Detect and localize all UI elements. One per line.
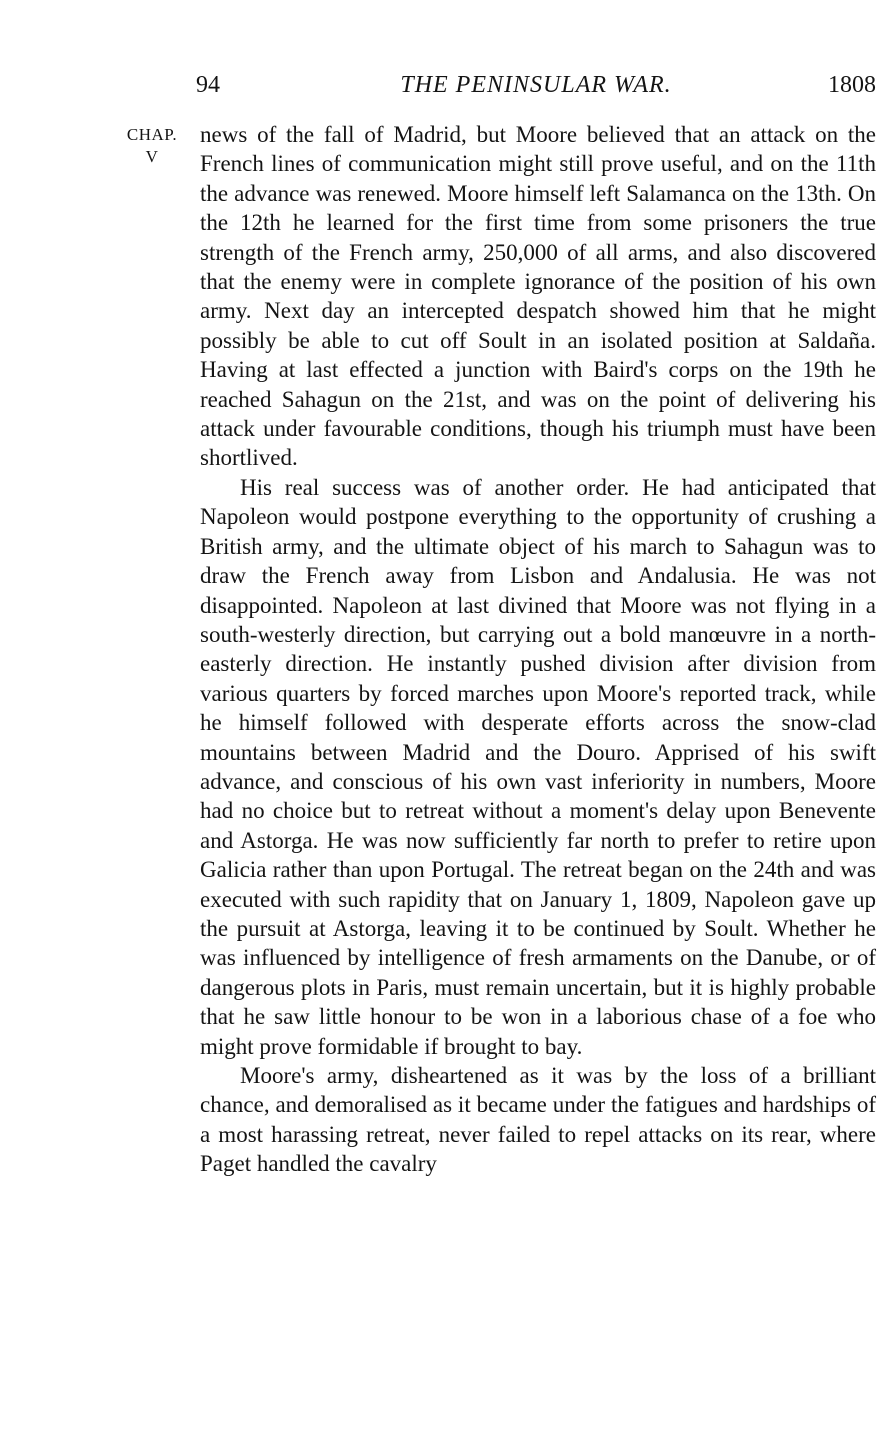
chapter-label: CHAP.: [126, 125, 178, 144]
header-year: 1808: [828, 72, 876, 98]
running-title: THE PENINSULAR WAR.: [400, 72, 672, 98]
page-number: 94: [196, 72, 220, 98]
page-header: [196, 72, 876, 106]
paragraph-1: news of the fall of Madrid, but Moore believed that an attack on the French lines of communication might still prove useful, and on the 11th the advance was renewed. Moore himself left Salamanca on the 13th. On the 12th he learned for the first time from some prisoners the true strength of the French army, 250,000 of all arms, and also discovered that the enemy were in complete ignorance of the position of his own army. Next day an intercepted despatch showed him that he might possibly be able to cut off Soult in an isolated position at Saldaña. Having at last effected a junction with Baird's corps on the 19th he reached Sahagun on the 21st, and was on the point of delivering his attack under favourable conditions, though his triumph must have been shortlived.: [200, 122, 876, 471]
body-text: [200, 120, 876, 1179]
chapter-marginal-label: [116, 124, 188, 168]
paragraph-2: His real success was of another order. He had anticipated that Napoleon would postpone everything to the opportunity of crushing a British army, and the ultimate object of his march to Sahagun was to draw the French away from Lisbon and Andalusia. He was not disappointed. Napoleon at last divined that Moore was not flying in a south-westerly direction, but carrying out a bold manœuvre in a north-easterly direction. He instantly pushed division after division from various quarters by forced marches upon Moore's reported track, while he himself followed with desperate efforts across the snow-clad mountains between Madrid and the Douro. Apprised of his swift advance, and conscious of his own vast inferiority in numbers, Moore had no choice but to retreat without a moment's delay upon Benevente and Astorga. He was now sufficiently far north to prefer to retire upon Galicia rather than upon Portugal. The retreat began on the 24th and was executed with such rapidity that on January 1, 1809, Napoleon gave up the pursuit at Astorga, leaving it to be continued by Soult. Whether he was influenced by intelligence of fresh armaments on the Danube, or of dangerous plots in Paris, must remain uncertain, but it is highly probable that he saw little honour to be won in a laborious chase of a foe who might prove formidable if brought to bay.: [200, 474, 876, 1059]
chapter-number: V: [145, 147, 159, 166]
paragraph-3: Moore's army, disheartened as it was by the loss of a brilliant chance, and demoralised as it became under the fatigues and hardships of a most harassing retreat, never failed to repel attacks on its rear, where Paget handled the cavalry: [200, 1063, 876, 1177]
